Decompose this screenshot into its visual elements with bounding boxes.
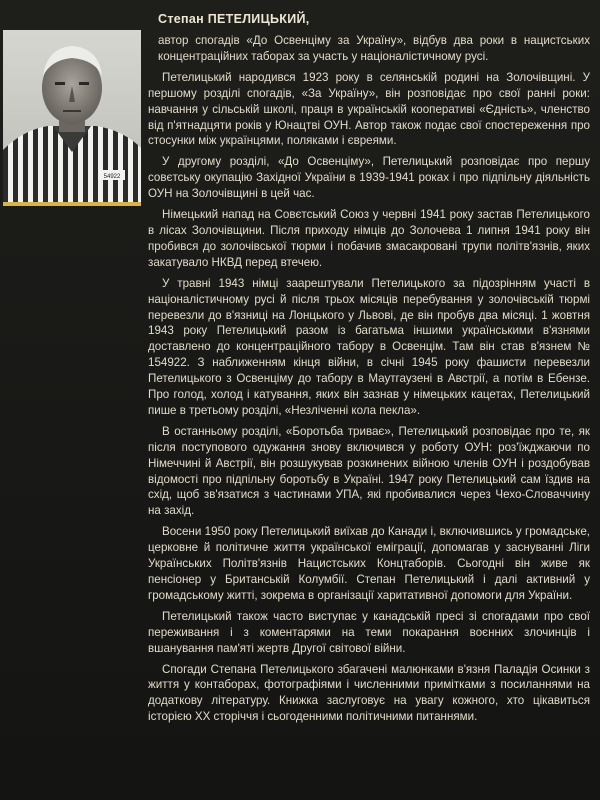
paragraph-7: Восени 1950 року Петелицький виїхав до Канади і, включившись у громадське, церковне й політичне життя української еміграції, допомагав у заснуванні Ліги Українських Політв'язнів Нацистських Концтаборів. Сьогодні він живе як пенсіонер у Британській Колумбії. Степан Петелицький і далі активний у громадському житті, зокрема в організації харитативної допомоги для України. [148, 525, 590, 602]
intro-text [148, 33, 590, 730]
paragraph-8: Петелицький також часто виступає у канадській пресі зі спогадами про свої переживання і з коментарями на теми покарання воєнних злочинців і вшанування пам'яті жертв Другої світової війни. [148, 609, 590, 655]
author-portrait [3, 30, 141, 206]
author-first-name: Степан [158, 12, 204, 26]
paragraph-2: Петелицький народився 1923 року в селянській родині на Золочівщині. У першому розділі спогадів, «За Україну», він розповідає про свої ранні роки: навчання у сільській школі, праця в українській кооперативі «Єдність», членство від п'ятнадцяти років у Юнацтві ОУН. Автор також подає свої спостереження про стосунки між українцями, поляками і євреями. [148, 70, 590, 148]
author-name [158, 12, 310, 26]
paragraph-3: У другому розділі, «До Освенціму», Петелицький розповідає про першу совєтську окупацію Західної України в 1939-1941 роках і про підпільну діяльність ОУН на Золочівщині в цей час. [148, 155, 590, 201]
paragraph-9: Спогади Степана Петелицького збагачені малюнками в'язня Паладія Осинки з життя у контаборах, фотографіями і численними примітками з посиланнями на додаткову літературу. Книжка заслуговує на увагу кожного, хто цікавиться історією XX сторіччя і сьогоденними політичними питаннями. [148, 662, 590, 724]
prisoner-number-tag: 54922 [103, 174, 121, 180]
author-surname: ПЕТЕЛИЦЬКИЙ, [207, 12, 310, 26]
portrait-image [3, 30, 141, 202]
paragraph-5: У травні 1943 німці заарештували Петелицького за підозрінням участі в націоналістичному русі й після трьох місяців перебування у золочівській тюрмі перевезли до в'язниці на Лонцького у Львові, де він пробув два місяці. 1 жовтня 1943 року Петелицький разом із багатьма іншими українськими в'язнями доставлено до концентраційного табору в Освенцім. Там він став в'язнем № 154922. З наближенням кінця війни, в січні 1945 року фашисти перевезли Петелицького з Освенціму до табору в Маутгаузені в Австрії, а потім в Ебензе. Про голод, холод і катування, яких він зазнав у німецьких кацетах, Петелицький пише в третьому розділі, «Незліченні кола пекла». [148, 276, 590, 417]
paragraph-1: автор спогадів «До Освенціму за Україну», відбув два роки в нацистських концентраційних таборах за участь у націоналістичному русі. [158, 34, 590, 63]
paragraph-4: Німецький напад на Совєтський Союз у червні 1941 року застав Петелицького в лісах Золочівщини. Після приходу німців до Золочева 1 липня 1941 року він пробився до золочівської тюрми і побачив змасакровані трупи політв'язнів, яких закатувало НКВД перед втечею. [148, 208, 590, 269]
paragraph-6: В останньому розділі, «Боротьба триває», Петелицький розповідає про те, як після поступового одужання знову включився у роботу ОУН: роз'їжджаючи по Німеччині й Австрії, він розшукував розкинених війною членів ОУН і роздобував відомості про підпільну боротьбу в Україні. 1947 року Петелицький сам їздив на схід, щоб зв'язатися з частинами УПА, які пробивалися через Чехо-Словаччину на захід. [148, 424, 590, 518]
